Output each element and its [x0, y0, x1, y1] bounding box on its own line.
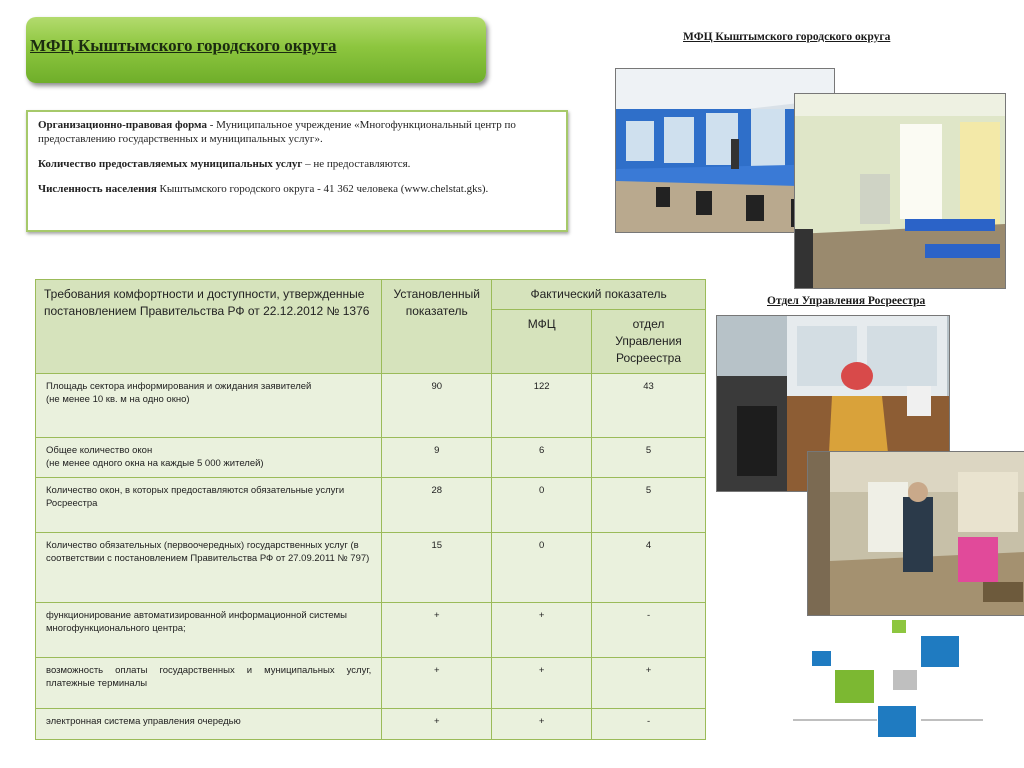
- established-cell: 90: [382, 374, 492, 438]
- deco-line: [921, 719, 983, 721]
- requirement-cell: Количество окон, в которых предоставляются обязательные услуги Росреестра: [36, 478, 382, 533]
- services-text: – не предоставляются.: [302, 158, 411, 170]
- deco-square: [893, 670, 917, 690]
- mfc-cell: +: [492, 709, 592, 740]
- table-row: [36, 658, 706, 709]
- header-mfc: МФЦ: [492, 310, 592, 374]
- waiting-area-photo: [794, 93, 1006, 289]
- requirement-cell: Количество обязательных (первоочередных) государственных услуг (в соответствии с постановлением Правительства РФ от 27.09.2011 № 797): [36, 533, 382, 603]
- dept-cell: -: [592, 709, 706, 740]
- established-cell: 9: [382, 438, 492, 478]
- dept-cell: 5: [592, 438, 706, 478]
- header-established: Установленный показатель: [382, 280, 492, 374]
- mfc-cell: 0: [492, 533, 592, 603]
- deco-square: [835, 670, 874, 703]
- header-dept: отдел Управления Росреестра: [592, 310, 706, 374]
- population: [38, 182, 556, 196]
- established-cell: +: [382, 603, 492, 658]
- mfc-cell: 0: [492, 478, 592, 533]
- info-box: [26, 110, 568, 232]
- mfc-cell: 6: [492, 438, 592, 478]
- table-row: [36, 374, 706, 438]
- requirement-cell: возможность оплаты государственных и муниципальных услуг, платежные терминалы: [36, 658, 382, 709]
- deco-line: [793, 719, 877, 721]
- established-cell: +: [382, 709, 492, 740]
- deco-square: [878, 706, 916, 737]
- population-label: Численность населения: [38, 183, 157, 195]
- deco-square: [812, 651, 831, 666]
- legal-form-label: Организационно-правовая форма: [38, 119, 207, 131]
- mfc-cell: +: [492, 658, 592, 709]
- table-row: [36, 603, 706, 658]
- services-count: [38, 157, 556, 171]
- dept-cell: -: [592, 603, 706, 658]
- deco-square: [892, 620, 906, 633]
- established-cell: 28: [382, 478, 492, 533]
- requirement-cell: Общее количество окон (не менее одного окна на каждые 5 000 жителей): [36, 438, 382, 478]
- table-row: [36, 709, 706, 740]
- page-title: МФЦ Кыштымского городского округа: [30, 36, 337, 55]
- established-cell: 15: [382, 533, 492, 603]
- table-row: [36, 533, 706, 603]
- legal-form-text: - Муниципальное учреждение «Многофункциональный центр по предоставлению государственных и муниципальных услуг».: [38, 119, 516, 145]
- deco-square: [921, 636, 959, 667]
- mfc-photo-caption: МФЦ Кыштымского городского округа: [683, 31, 891, 43]
- rosreestr-photo-caption: Отдел Управления Росреестра: [767, 295, 926, 307]
- requirement-cell: электронная система управления очередью: [36, 709, 382, 740]
- corridor-photo: [807, 451, 1024, 616]
- dept-cell: +: [592, 658, 706, 709]
- mfc-cell: +: [492, 603, 592, 658]
- header-requirements: Требования комфортности и доступности, утвержденные постановлением Правительства РФ от 22.12.2012 № 1376: [36, 280, 382, 374]
- requirements-table: [35, 279, 706, 740]
- established-cell: +: [382, 658, 492, 709]
- mfc-cell: 122: [492, 374, 592, 438]
- header-actual: Фактический показатель: [492, 280, 706, 310]
- dept-cell: 5: [592, 478, 706, 533]
- dept-cell: 4: [592, 533, 706, 603]
- table-row: [36, 438, 706, 478]
- population-text: Кыштымского городского округа - 41 362 человека (www.chelstat.gks).: [156, 183, 489, 195]
- table-row: [36, 478, 706, 533]
- services-label: Количество предоставляемых муниципальных услуг: [38, 158, 303, 170]
- dept-cell: 43: [592, 374, 706, 438]
- requirement-cell: функционирование автоматизированной информационной системы многофункционального центра;: [36, 603, 382, 658]
- legal-form: [38, 118, 556, 146]
- requirement-cell: Площадь сектора информирования и ожидания заявителей (не менее 10 кв. м на одно окно): [36, 374, 382, 438]
